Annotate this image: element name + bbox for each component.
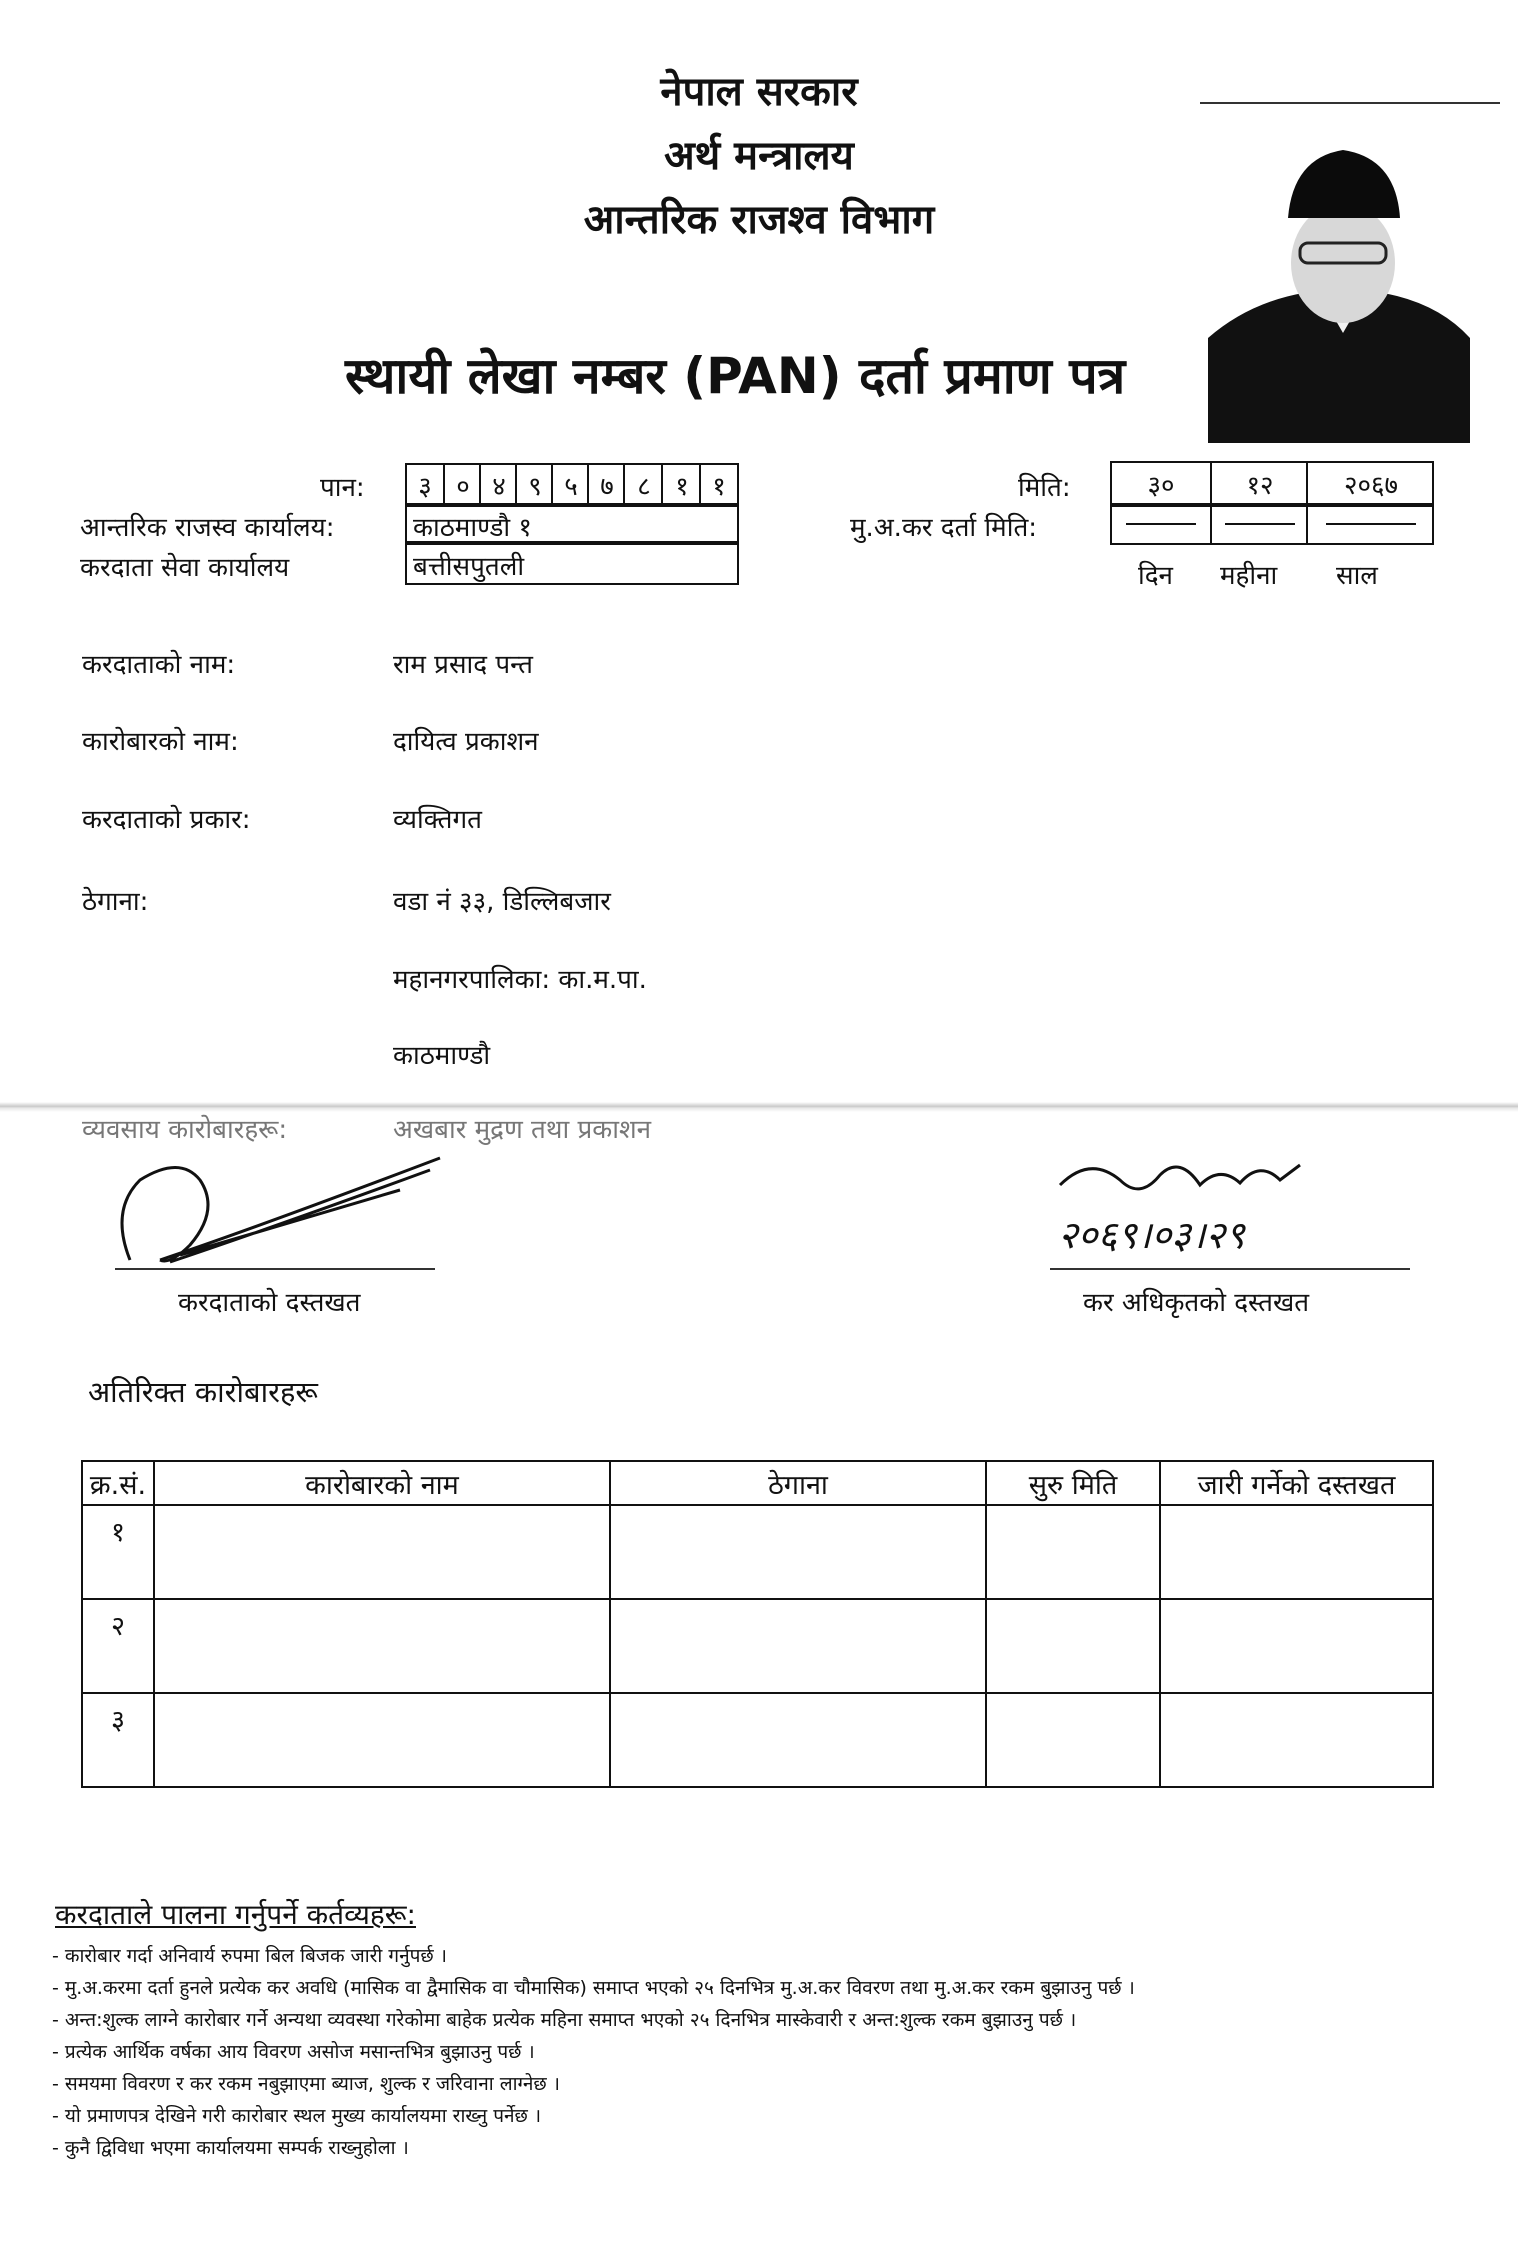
- business-name-cell: [154, 1599, 610, 1693]
- table-row: [82, 1693, 1433, 1787]
- column-header-serial: क्र.सं.: [82, 1461, 154, 1505]
- address-line-3: काठमाण्डौ: [393, 1041, 491, 1071]
- officer-signature: [1050, 1145, 1310, 1209]
- table-header-row: [82, 1461, 1433, 1505]
- column-header-issuer-signature: जारी गर्नेको दस्तखत: [1160, 1461, 1433, 1505]
- serial-cell: ३: [82, 1693, 154, 1787]
- column-header-start-date: सुरु मिति: [986, 1461, 1160, 1505]
- duty-item: - कारोबार गर्दा अनिवार्य रुपमा बिल बिजक जारी गर्नुपर्छ ।: [52, 1945, 447, 1967]
- address-cell: [610, 1599, 986, 1693]
- iro-box: [405, 503, 739, 545]
- date-day: ३०: [1147, 471, 1175, 501]
- signature-cell: [1160, 1505, 1433, 1599]
- start-date-cell: [986, 1599, 1160, 1693]
- table-row: [82, 1599, 1433, 1693]
- tso-box: [405, 541, 739, 585]
- signature-cell: [1160, 1693, 1433, 1787]
- registration-date: [1110, 461, 1434, 507]
- taxpayer-signature: [100, 1150, 460, 1284]
- pan-digit: ९: [515, 465, 553, 505]
- start-date-cell: [986, 1505, 1160, 1599]
- duties-title: करदाताले पालना गर्नुपर्ने कर्तव्यहरू:: [55, 1898, 416, 1931]
- vat-registration-date: [1110, 503, 1434, 545]
- taxpayer-signature-caption: करदाताको दस्तखत: [178, 1288, 361, 1318]
- department-name: आन्तरिक राजश्व विभाग: [583, 197, 935, 243]
- pan-digit: ७: [587, 465, 625, 505]
- date-year: २०६७: [1306, 463, 1434, 505]
- pan-digit: ३: [418, 472, 432, 502]
- business-activity-label: व्यवसाय कारोबारहरू:: [82, 1115, 288, 1145]
- pan-digit: ८: [623, 465, 663, 505]
- year-caption: साल: [1336, 561, 1378, 591]
- duty-item: - मु.अ.करमा दर्ता हुनले प्रत्येक कर अवधि (मासिक वा द्वैमासिक वा चौमासिक) समाप्त भएको २५ दिनभित्र मु.अ.कर विवरण तथा मु.अ.कर रकम बुझाउनु पर्छ ।: [52, 1977, 1135, 1999]
- date-month: १२: [1210, 463, 1308, 505]
- day-caption: दिन: [1138, 561, 1173, 591]
- vat-date-month: [1210, 505, 1308, 543]
- tso-label: करदाता सेवा कार्यालय: [80, 553, 290, 583]
- month-caption: महीना: [1220, 561, 1278, 591]
- pan-label: पान:: [320, 473, 365, 503]
- address-line-1: वडा नं ३३, डिल्लिबजार: [393, 887, 611, 917]
- officer-signature-caption: कर अधिकृतको दस्तखत: [1083, 1288, 1310, 1318]
- business-name-cell: [154, 1505, 610, 1599]
- column-header-address: ठेगाना: [610, 1461, 986, 1505]
- address-cell: [610, 1693, 986, 1787]
- pan-digit: ५: [551, 465, 589, 505]
- certificate-title: स्थायी लेखा नम्बर (PAN) दर्ता प्रमाण पत्र: [345, 347, 1126, 405]
- duty-item: - समयमा विवरण र कर रकम नबुझाएमा ब्याज, शुल्क र जरिवाना लाग्नेछ ।: [52, 2073, 560, 2095]
- pan-number: [405, 463, 739, 507]
- pan-digit: ०: [443, 465, 481, 505]
- pan-digit: १: [661, 465, 701, 505]
- taxpayer-type-label: करदाताको प्रकार:: [82, 805, 251, 835]
- government-name: नेपाल सरकार: [660, 69, 858, 115]
- business-activity-value: अखबार मुद्रण तथा प्रकाशन: [393, 1115, 652, 1145]
- officer-signature-line: [1050, 1268, 1410, 1270]
- serial-cell: २: [82, 1599, 154, 1693]
- taxpayer-name-label: करदाताको नाम:: [82, 650, 236, 680]
- vat-date-label: मु.अ.कर दर्ता मिति:: [850, 513, 1038, 543]
- pan-digit: १: [699, 465, 737, 505]
- serial-cell: १: [82, 1505, 154, 1599]
- duty-item: - कुनै द्विविधा भएमा कार्यालयमा सम्पर्क राख्नुहोला ।: [52, 2137, 409, 2159]
- business-name-cell: [154, 1693, 610, 1787]
- taxpayer-signature-line: [115, 1268, 435, 1270]
- pan-digit: ४: [479, 465, 517, 505]
- table-row: [82, 1505, 1433, 1599]
- officer-signature-date: २०६९।०३।२९: [1058, 1213, 1245, 1257]
- start-date-cell: [986, 1693, 1160, 1787]
- vat-date-day: [1112, 505, 1210, 543]
- business-name-label: कारोबारको नाम:: [82, 727, 239, 757]
- date-label: मिति:: [1018, 473, 1071, 503]
- iro-value: काठमाण्डौ १: [413, 513, 532, 543]
- column-header-business-name: कारोबारको नाम: [154, 1461, 610, 1505]
- iro-label: आन्तरिक राजस्व कार्यालय:: [80, 513, 335, 543]
- business-name-value: दायित्व प्रकाशन: [393, 727, 539, 757]
- address-cell: [610, 1505, 986, 1599]
- duty-item: - प्रत्येक आर्थिक वर्षका आय विवरण असोज मसान्तभित्र बुझाउनु पर्छ ।: [52, 2041, 535, 2063]
- address-label: ठेगाना:: [82, 887, 149, 917]
- duty-item: - यो प्रमाणपत्र देखिने गरी कारोबार स्थल मुख्य कार्यालयमा राख्नु पर्नेछ ।: [52, 2105, 542, 2127]
- duty-item: - अन्त:शुल्क लाग्ने कारोबार गर्ने अन्यथा व्यवस्था गरेकोमा बाहेक प्रत्येक महिना समाप्त भएको २५ दिनभित्र मास्केवारी र अन्त:शुल्क रकम बुझाउनु पर्छ ।: [52, 2009, 1077, 2031]
- additional-businesses-title: अतिरिक्त कारोबारहरू: [88, 1375, 318, 1409]
- address-line-2: महानगरपालिका: का.म.पा.: [393, 965, 647, 995]
- vat-date-year: [1306, 505, 1434, 543]
- taxpayer-name-value: राम प्रसाद पन्त: [393, 650, 533, 680]
- ministry-name: अर्थ मन्त्रालय: [664, 133, 854, 179]
- additional-businesses-table: [81, 1460, 1434, 1788]
- signature-cell: [1160, 1599, 1433, 1693]
- taxpayer-type-value: व्यक्तिगत: [393, 805, 482, 835]
- tso-value: बत्तीसपुतली: [413, 552, 525, 582]
